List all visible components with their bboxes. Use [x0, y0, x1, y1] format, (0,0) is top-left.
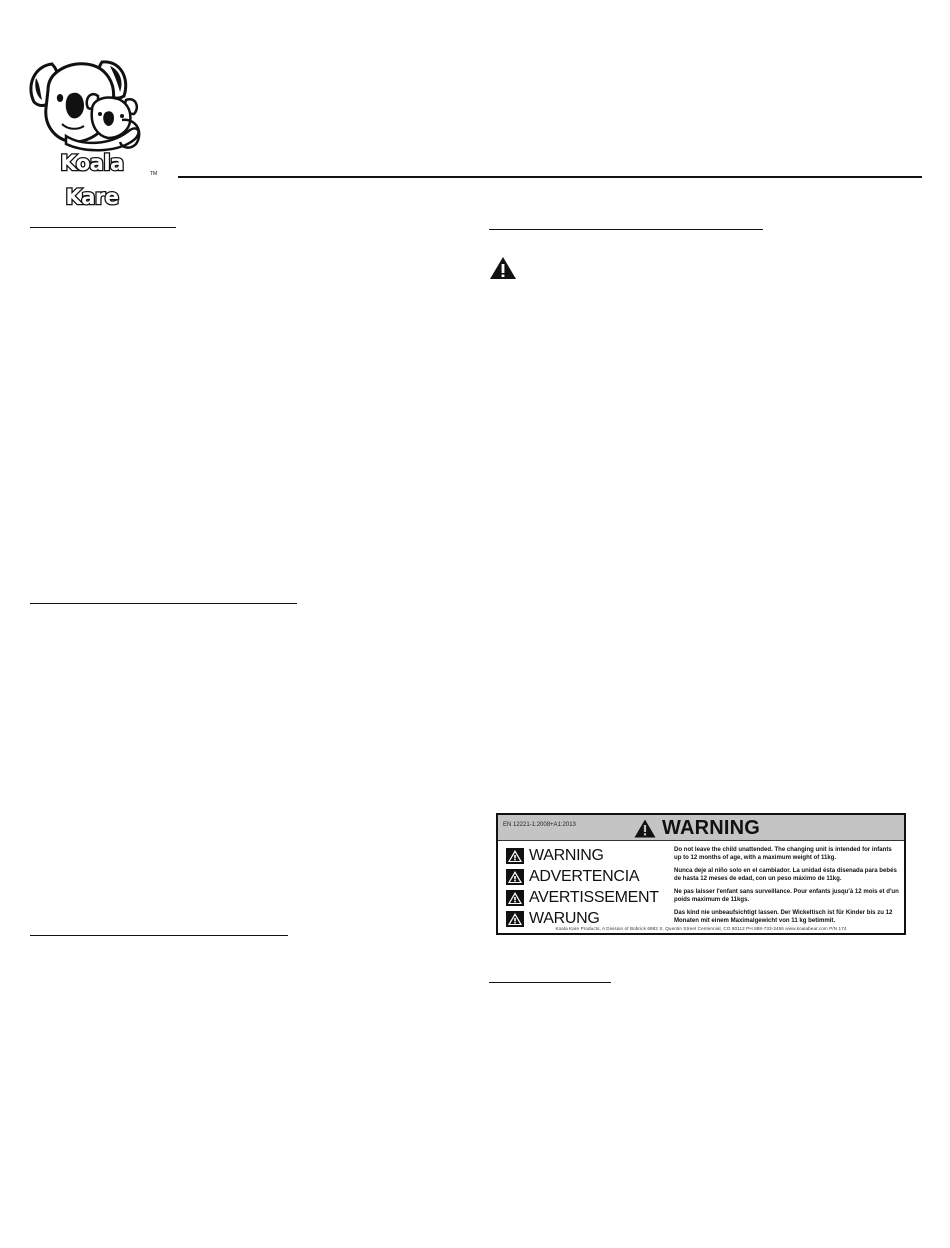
- warning-label: [496, 813, 906, 935]
- lang-heading-spanish: ADVERTENCIA: [506, 866, 671, 887]
- warning-label-footer: Koala Kare Products, A Division of Bobrick 6982 S. Quentin Street Centennial, CO 80112 PH 888-733-3456 www.koalabear.com P/N 174: [555, 926, 847, 931]
- header-rule: [178, 176, 922, 178]
- warning-triangle-icon: [506, 890, 524, 906]
- section-rule-2: [30, 603, 297, 604]
- lang-heading-french: AVERTISSEMENT: [506, 887, 671, 908]
- warning-label-title: [634, 817, 760, 839]
- warning-label-header: [498, 815, 904, 841]
- warning-text-english: Do not leave the child unattended. The changing unit is intended for infants up to 12 months of age, with a maximum weight of 11kg.: [674, 846, 892, 861]
- warning-text-french: Ne pas laisser l'enfant sans surveillance. Pour enfants jusqu'à 12 mois et d'un poids maximum de 11kgs.: [674, 888, 899, 903]
- lang-heading-english: WARNING: [506, 845, 671, 866]
- warning-triangle-icon: [634, 819, 656, 838]
- standard-reference: EN 12221-1:2008+A1:2013: [503, 822, 576, 828]
- warning-triangle-icon: [506, 869, 524, 885]
- section-rule-3: [30, 935, 288, 936]
- language-texts: [674, 846, 902, 930]
- warning-title-text: WARNING: [662, 816, 761, 839]
- brand-trademark: TM: [150, 171, 158, 177]
- section-rule-4: [489, 229, 763, 230]
- language-headings: [506, 845, 671, 929]
- warning-text-german: Das kind nie unbeaufsichtigt lassen. Der Wickeltisch ist für Kinder bis zu 12 Monaten mit einem Maximalgewicht von 11 kg betimmit.: [674, 909, 893, 924]
- warning-triangle-icon: [506, 911, 524, 927]
- section-rule-1: [30, 227, 176, 228]
- brand-wordmark: Koala Kare: [60, 151, 124, 209]
- lang-heading-german: WARUNG: [506, 908, 671, 929]
- caution-icon: [489, 256, 517, 280]
- section-rule-5: [489, 982, 611, 983]
- warning-text-spanish: Nunca deje al niño solo en el cambiador. La unidad ésta disenada para bebés de hasta 12 meses de edad, con un peso máximo de 11kg.: [674, 867, 897, 882]
- warning-triangle-icon: [506, 848, 524, 864]
